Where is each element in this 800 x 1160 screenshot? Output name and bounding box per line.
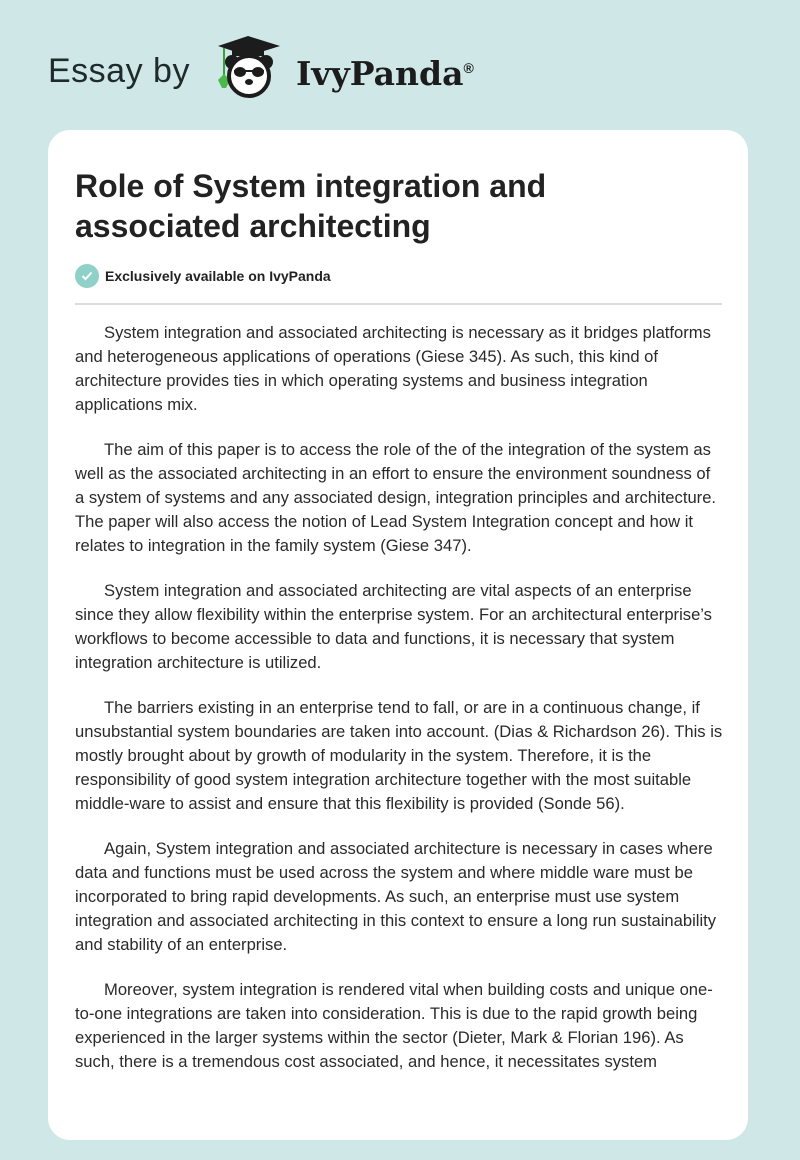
essay-by-label: Essay by [48,51,190,90]
brand-logo-text[interactable] [296,54,474,93]
essay-card [48,130,748,1140]
check-circle-icon [75,264,99,288]
paragraph: The aim of this paper is to access the role of the of the integration of the system as well as the associated architecting in an effort to ensure the environment soundness of a system of systems and any associated design, integration principles and architecture. The paper will also access the notion of Lead System Integration concept and how it relates to integration in the family system (Giese 347). [75,440,717,555]
paragraph: Again, System integration and associated architecture is necessary in cases where data and functions must be used across the system and where middle ware must be incorporated to bring rapid developments. As such, an enterprise must use system integration and associated architecting in this context to ensure a long run sustainability and stability of an enterprise. [75,839,717,954]
paragraph: The barriers existing in an enterprise tend to fall, or are in a continuous change, if unsubstantial system boundaries are taken into account. (Dias & Richardson 26). This is mostly brought about by growth of modularity in the system. Therefore, it is the responsibility of good system integration architecture together with the most suitable middle-ware to assist and ensure that this flexibility is provided (Sonde 56). [75,698,723,813]
paragraph: System integration and associated architecting are vital aspects of an enterprise since they allow flexibility within the enterprise system. For an architectural enterprise’s workflows to become accessible to data and functions, it is necessary that system integration architecture is utilized. [75,581,712,672]
panda-graduate-icon[interactable] [208,32,288,107]
brand-name: IvyPanda [295,53,464,93]
paragraph: System integration and associated architecting is necessary as it bridges platforms and heterogeneous applications of operations (Giese 345). As such, this kind of architecture provides ties in which operating systems and business integration applications mix. [75,323,711,414]
exclusive-badge [75,264,331,288]
divider [75,303,722,305]
essay-body [75,321,723,1095]
badge-text: Exclusively available on IvyPanda [105,268,331,284]
paragraph: Moreover, system integration is rendered vital when building costs and unique one-to-one integrations are taken into consideration. This is due to the rapid growth being experienced in the larger systems within the sector (Dieter, Mark & Florian 196). As such, there is a tremendous cost associated, and hence, it necessitates system [75,980,713,1071]
site-header [48,34,474,104]
registered-mark: ® [463,59,474,76]
page-title: Role of System integration and associated architecting [75,168,547,244]
